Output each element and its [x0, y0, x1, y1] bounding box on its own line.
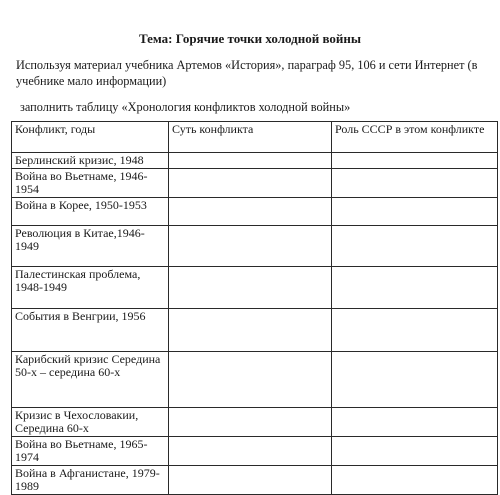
essence-cell[interactable] — [169, 168, 332, 197]
conflict-cell: Война в Корее, 1950-1953 — [12, 197, 169, 225]
table-row — [12, 351, 498, 407]
essence-cell[interactable] — [169, 351, 332, 407]
conflict-cell: Война в Афганистане, 1979-1989 — [12, 465, 169, 494]
column-header-ussr-role: Роль СССР в этом конфликте — [332, 122, 498, 153]
essence-cell[interactable] — [169, 308, 332, 351]
role-cell[interactable] — [332, 225, 498, 266]
conflicts-table — [11, 121, 498, 495]
table-row — [12, 266, 498, 308]
table-row — [12, 436, 498, 465]
role-cell[interactable] — [332, 407, 498, 436]
table-row — [12, 153, 498, 169]
essence-cell[interactable] — [169, 465, 332, 494]
table-row — [12, 197, 498, 225]
role-cell[interactable] — [332, 351, 498, 407]
essence-cell[interactable] — [169, 225, 332, 266]
conflict-cell: Кризис в Чехословакии, Середина 60-х — [12, 407, 169, 436]
table-row — [12, 308, 498, 351]
essence-cell[interactable] — [169, 153, 332, 169]
conflict-cell: События в Венгрии, 1956 — [12, 308, 169, 351]
role-cell[interactable] — [332, 465, 498, 494]
column-header-conflict: Конфликт, годы — [12, 122, 169, 153]
table-row — [12, 465, 498, 494]
column-header-essence: Суть конфликта — [169, 122, 332, 153]
task-text: заполнить таблицу «Хронология конфликтов холодной войны» — [20, 100, 351, 114]
table-row — [12, 407, 498, 436]
conflict-cell: Берлинский кризис, 1948 — [12, 153, 169, 169]
table-row — [12, 168, 498, 197]
table-header-row — [12, 122, 498, 153]
page-title: Тема: Горячие точки холодной войны — [138, 31, 362, 46]
conflict-cell: Палестинская проблема, 1948-1949 — [12, 266, 169, 308]
essence-cell[interactable] — [169, 266, 332, 308]
table-row — [12, 225, 498, 266]
conflict-cell: Война во Вьетнаме, 1946-1954 — [12, 168, 169, 197]
conflict-cell: Война во Вьетнаме, 1965-1974 — [12, 436, 169, 465]
role-cell[interactable] — [332, 197, 498, 225]
conflict-cell: Карибский кризис Середина 50-х – середина 60-х — [12, 351, 169, 407]
role-cell[interactable] — [332, 153, 498, 169]
instruction-text: Используя материал учебника Артемов «История», параграф 95, 106 и сети Интернет (в учебнике мало информации) — [16, 58, 478, 88]
role-cell[interactable] — [332, 308, 498, 351]
role-cell[interactable] — [332, 436, 498, 465]
essence-cell[interactable] — [169, 197, 332, 225]
essence-cell[interactable] — [169, 407, 332, 436]
essence-cell[interactable] — [169, 436, 332, 465]
role-cell[interactable] — [332, 168, 498, 197]
role-cell[interactable] — [332, 266, 498, 308]
conflict-cell: Революция в Китае,1946-1949 — [12, 225, 169, 266]
